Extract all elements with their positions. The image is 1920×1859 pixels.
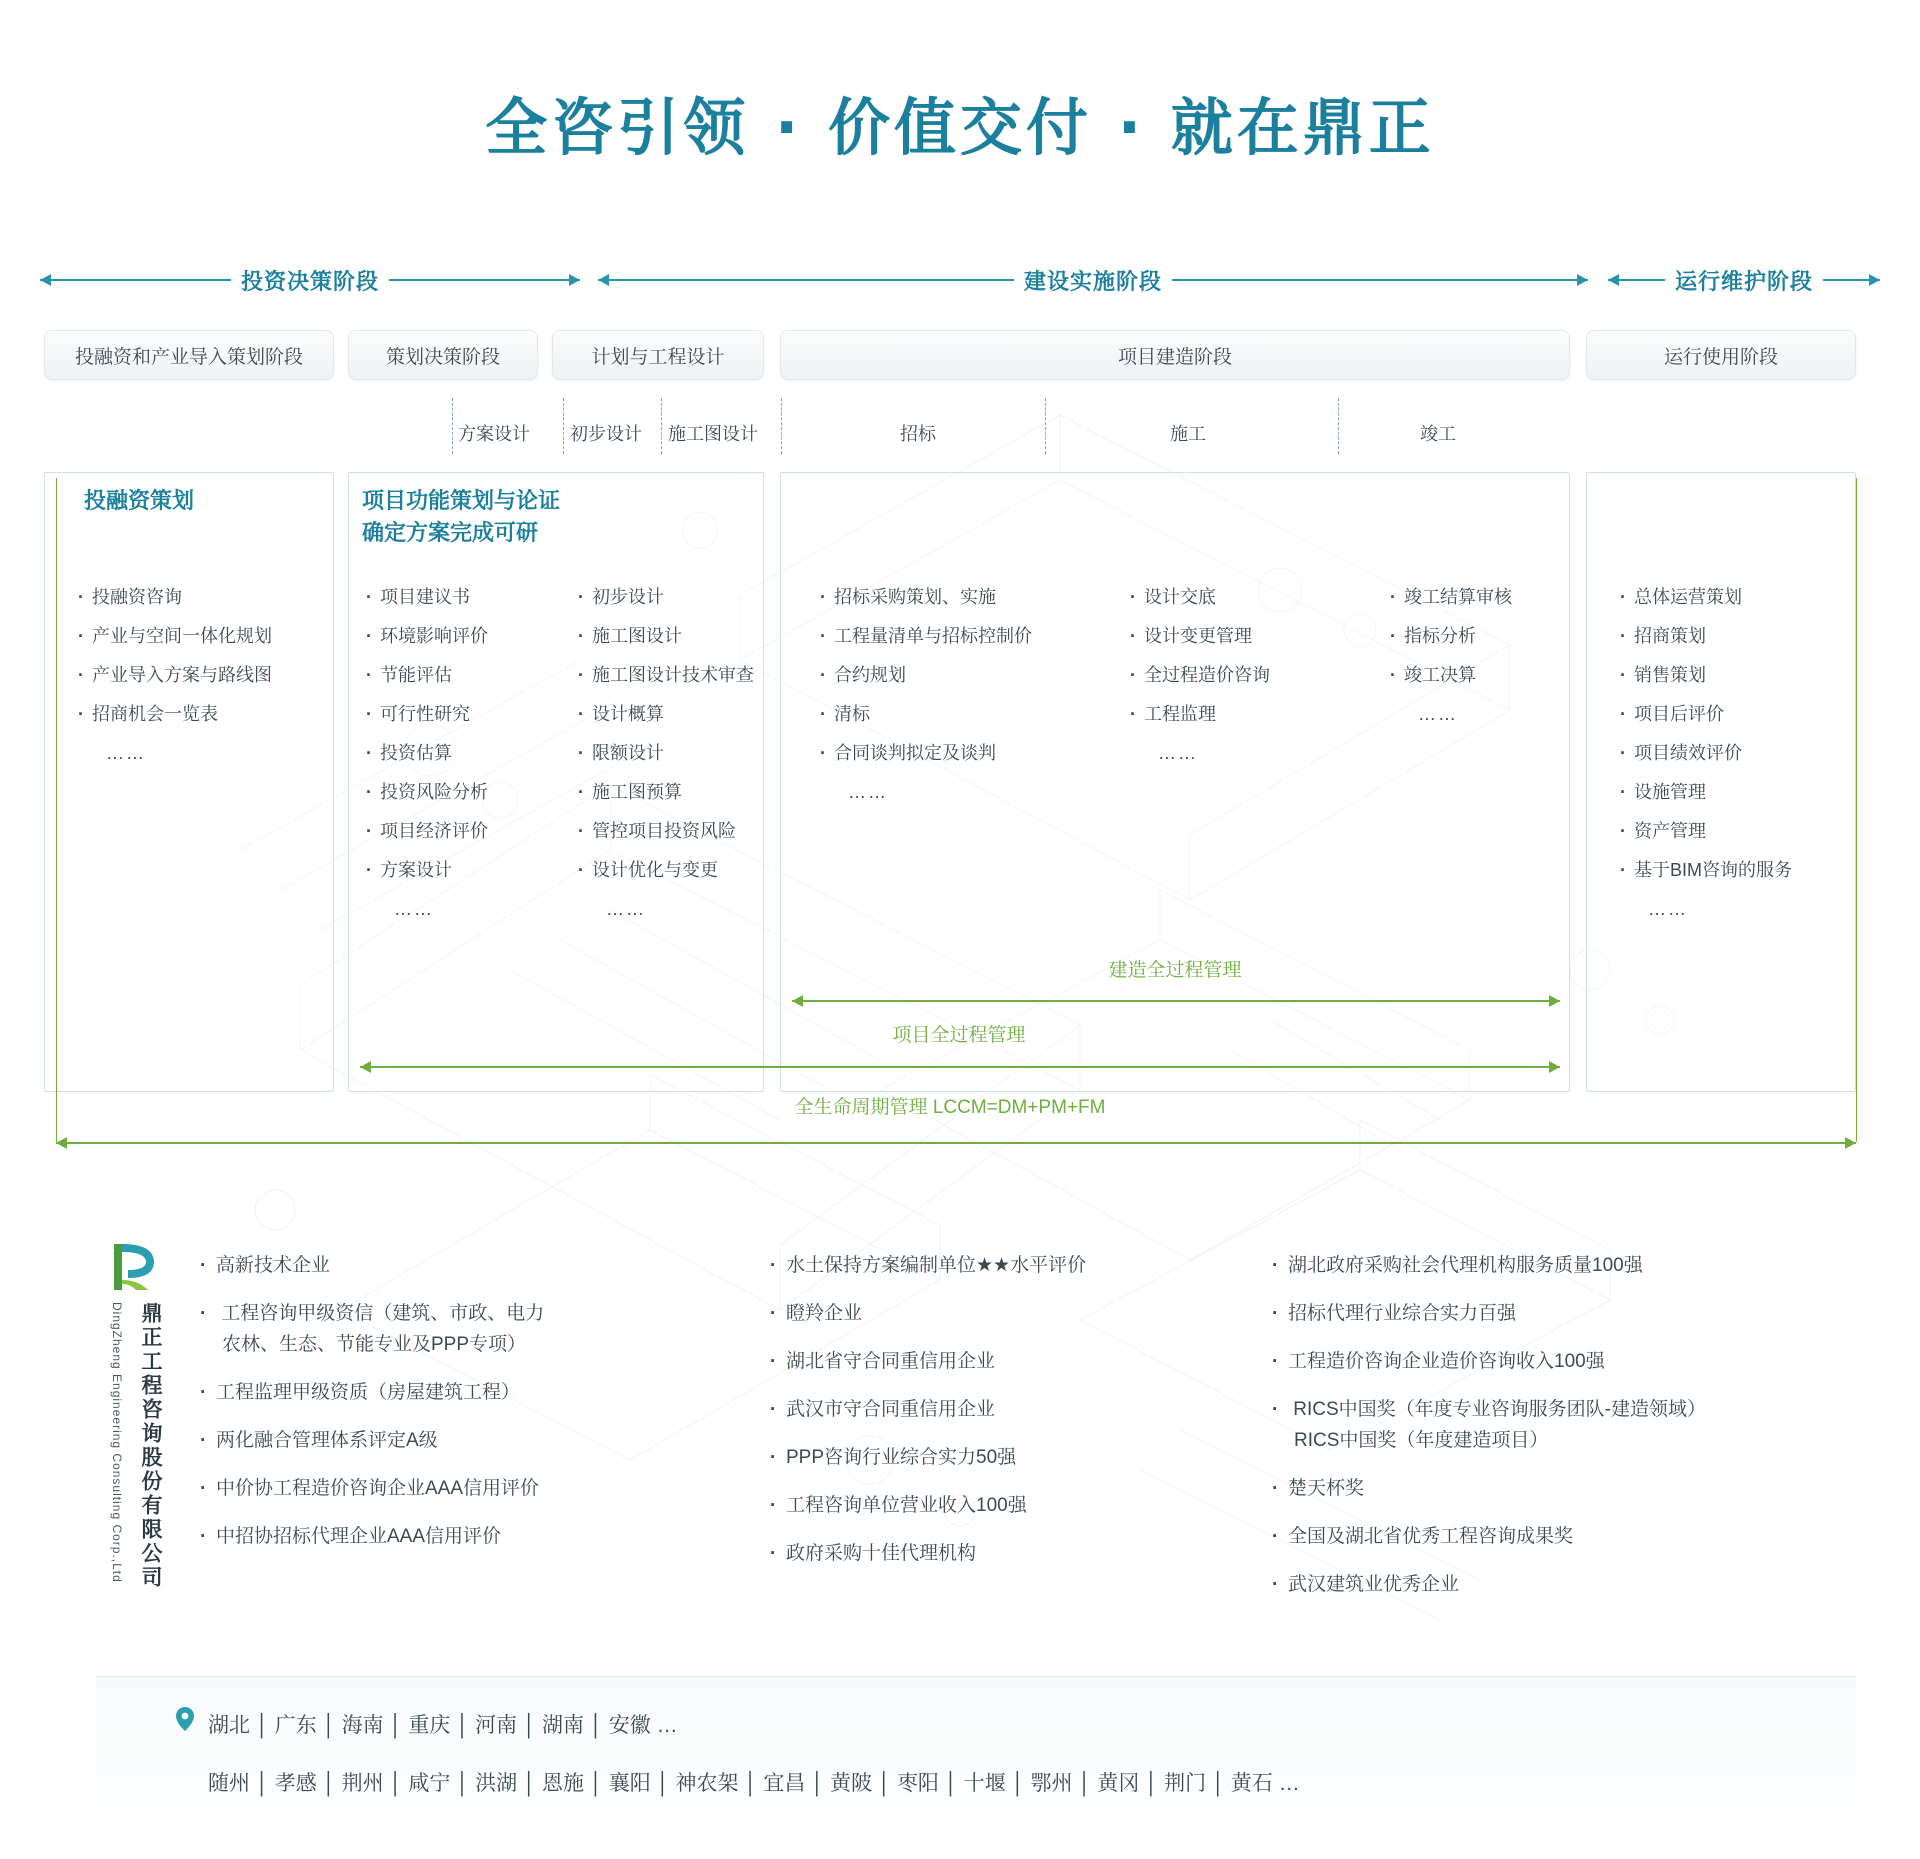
credential-item: [1272, 1250, 1872, 1281]
stage-box-planning[interactable]: [348, 330, 538, 380]
list-item: [366, 656, 546, 695]
phase-label: 建设实施阶段: [1024, 269, 1163, 295]
list-item: [820, 656, 1080, 695]
credential-text: 湖北省守合同重信用企业: [786, 1351, 996, 1372]
list-item: [1390, 656, 1590, 695]
list-item-label: 总体运营策划: [1634, 587, 1742, 607]
list-item: [366, 851, 546, 890]
list-item: [366, 695, 546, 734]
column-title-line1: 项目功能策划与论证: [362, 489, 561, 514]
credential-item: [770, 1346, 1160, 1377]
list-item-label: 限额设计: [592, 743, 664, 763]
list-item-label: 投资估算: [380, 743, 452, 763]
list-item-label: 全过程造价咨询: [1144, 665, 1270, 685]
list-item-label: 初步设计: [592, 587, 664, 607]
list-item: [578, 734, 778, 773]
band-arrow-project-management: [360, 1066, 1560, 1068]
list-item: [820, 578, 1080, 617]
list-item: [820, 734, 1080, 773]
list-item-label: 产业导入方案与路线图: [92, 665, 272, 685]
list-item-label: 基于BIM咨询的服务: [1634, 860, 1793, 880]
list-item: [366, 617, 546, 656]
logo-mark-icon: [106, 1240, 158, 1294]
list-item-label: 竣工决算: [1404, 665, 1476, 685]
list-item: [820, 617, 1080, 656]
list-item: [78, 695, 328, 734]
ellipsis: ……: [1158, 743, 1198, 763]
credential-item: [770, 1298, 1160, 1329]
phase-label: 投资决策阶段: [241, 269, 380, 295]
list-item-label: 招标采购策划、实施: [834, 587, 996, 607]
list-item: [578, 695, 778, 734]
substage-scheme-design: [458, 420, 530, 446]
company-logo: [96, 1240, 186, 1600]
list-item-label: 设计优化与变更: [592, 860, 718, 880]
credential-text: 武汉市守合同重信用企业: [786, 1399, 996, 1420]
credential-text: RICS中国奖（年度专业咨询服务团队-建造领域）: [1293, 1399, 1707, 1420]
list-item-label: 招商策划: [1634, 626, 1706, 646]
list-item-label: 工程量清单与招标控制价: [834, 626, 1032, 646]
list-item-label: 项目后评价: [1634, 704, 1724, 724]
list-item: [1130, 617, 1340, 656]
credential-text: 高新技术企业: [216, 1255, 331, 1276]
list-item-label: 指标分析: [1404, 626, 1476, 646]
stage-box-design[interactable]: [552, 330, 764, 380]
column-title-line2: 确定方案完成可研: [362, 521, 539, 546]
list-item-label: 项目绩效评价: [1634, 743, 1742, 763]
dashed-connector: [1338, 398, 1339, 454]
list-item-label: 可行性研究: [380, 704, 470, 724]
list-item: [78, 656, 328, 695]
list-item: [1620, 578, 1860, 617]
list-item-label: 合约规划: [834, 665, 906, 685]
footer-cities-text: 随州 │ 孝感 │ 荆州 │ 咸宁 │ 洪湖 │ 恩施 │ 襄阳 │ 神农架 │ 宜昌 │ 黄陂 │ 枣阳 │ 十堰 │ 鄂州 │ 黄冈 │ 荆门 │ 黄石 …: [208, 1772, 1300, 1795]
substage-construction: [1170, 420, 1206, 446]
list-item: [578, 617, 778, 656]
credential-text: 两化融合管理体系评定A级: [216, 1430, 438, 1451]
credential-text: 工程咨询单位营业收入100强: [786, 1495, 1027, 1516]
band-label-project-management: [348, 1020, 1570, 1047]
credential-text: 招标代理行业综合实力百强: [1288, 1303, 1517, 1324]
bullet-list-financing: [78, 578, 328, 773]
list-item: [78, 578, 328, 617]
list-item: [1390, 578, 1590, 617]
bullet-list-planning-b: [578, 578, 778, 929]
credentials-column-2: [770, 1250, 1160, 1586]
credential-item: [200, 1377, 620, 1408]
list-item: [578, 578, 778, 617]
credential-text: 工程监理甲级资质（房屋建筑工程）: [216, 1382, 521, 1403]
list-item: [578, 656, 778, 695]
credential-text: 全国及湖北省优秀工程咨询成果奖: [1288, 1526, 1574, 1547]
substage-label: 方案设计: [458, 424, 530, 444]
credential-item: [770, 1538, 1160, 1569]
substage-label: 初步设计: [570, 424, 642, 444]
list-item-label: 招商机会一览表: [92, 704, 218, 724]
stage-box-operation[interactable]: [1586, 330, 1856, 380]
credential-subtext: 农林、生态、节能专业及PPP专项）: [222, 1334, 527, 1355]
substage-preliminary: [570, 420, 642, 446]
list-item-label: 管控项目投资风险: [592, 821, 736, 841]
substage-construction-dwg: [668, 420, 758, 446]
list-item: [1130, 695, 1340, 734]
logo-company-name-en: DingZheng Engineering Consulting Corp.,Ltd: [110, 1302, 124, 1583]
list-item-label: 合同谈判拟定及谈判: [834, 743, 996, 763]
list-item: [366, 578, 546, 617]
dashed-connector: [563, 398, 564, 454]
list-item-label: 设计交底: [1144, 587, 1216, 607]
band-label-lifecycle: [44, 1092, 1856, 1119]
list-item: [78, 617, 328, 656]
footer-provinces-text: 湖北 │ 广东 │ 海南 │ 重庆 │ 河南 │ 湖南 │ 安徽 …: [208, 1714, 678, 1737]
list-item-label: 项目经济评价: [380, 821, 488, 841]
stage-label: 策划决策阶段: [385, 346, 500, 368]
substage-label: 施工图设计: [668, 424, 758, 444]
phase-label: 运行维护阶段: [1675, 269, 1814, 295]
stage-label: 项目建造阶段: [1117, 346, 1232, 368]
ellipsis: ……: [106, 743, 146, 763]
ellipsis: ……: [1418, 704, 1458, 724]
credential-item: [200, 1425, 620, 1456]
list-item: [1130, 578, 1340, 617]
list-item-label: 投融资咨询: [92, 587, 182, 607]
bullet-list-construction: [1130, 578, 1340, 773]
list-item: [578, 851, 778, 890]
list-item: [1620, 773, 1860, 812]
dashed-connector: [781, 398, 782, 454]
arrow-line-right: [1823, 279, 1880, 281]
phase-arrow-row: [40, 262, 1880, 298]
list-item: [366, 812, 546, 851]
list-item-label: 销售策划: [1634, 665, 1706, 685]
list-item-label: 设施管理: [1634, 782, 1706, 802]
column-title-financing: [84, 486, 194, 518]
lifecycle-rail-left: [56, 478, 57, 1142]
list-item-label: 投资风险分析: [380, 782, 488, 802]
phase-operation: [1608, 262, 1880, 298]
list-item: [1620, 617, 1860, 656]
list-item: [1390, 617, 1590, 656]
list-item-label: 施工图设计技术审查: [592, 665, 754, 685]
list-item: [1620, 851, 1860, 890]
arrow-line-right: [389, 279, 580, 281]
list-item: [1620, 812, 1860, 851]
credential-item: [1272, 1298, 1872, 1329]
column-title-planning: [362, 486, 560, 550]
ellipsis: ……: [1648, 899, 1688, 919]
ellipsis: ……: [606, 899, 646, 919]
credential-item: [200, 1298, 620, 1360]
credential-item: [770, 1490, 1160, 1521]
arrow-line-right: [1172, 279, 1588, 281]
list-item: [1620, 695, 1860, 734]
list-item: [1620, 734, 1860, 773]
list-item-label: 资产管理: [1634, 821, 1706, 841]
list-item: [366, 773, 546, 812]
column-title-text: 投融资策划: [84, 489, 195, 514]
page-title: 全咨引领 · 价值交付 · 就在鼎正: [485, 91, 1435, 164]
footer-bar: [96, 1676, 1856, 1846]
ellipsis: ……: [394, 899, 434, 919]
credential-item: [1272, 1569, 1872, 1600]
list-item-label: 节能评估: [380, 665, 452, 685]
credential-item: [200, 1473, 620, 1504]
arrow-line-left: [598, 279, 1014, 281]
credential-text: 政府采购十佳代理机构: [786, 1543, 977, 1564]
list-item-label: 工程监理: [1144, 704, 1216, 724]
bullet-list-operation: [1620, 578, 1860, 929]
list-item: [1130, 656, 1340, 695]
list-item: [366, 734, 546, 773]
credential-text: 工程咨询甲级资信（建筑、市政、电力: [221, 1303, 545, 1324]
credential-item: [1272, 1473, 1872, 1504]
list-item-label: 设计变更管理: [1144, 626, 1252, 646]
list-item-label: 设计概算: [592, 704, 664, 724]
list-item-label: 竣工结算审核: [1404, 587, 1512, 607]
dashed-connector: [1045, 398, 1046, 454]
credential-text: 中招协招标代理企业AAA信用评价: [216, 1526, 502, 1547]
stage-box-build[interactable]: [780, 330, 1570, 380]
footer-provinces: [208, 1709, 678, 1739]
stage-label: 计划与工程设计: [591, 346, 725, 368]
credential-item: [1272, 1346, 1872, 1377]
arrow-line-left: [40, 279, 231, 281]
column-frame-financing: [44, 472, 334, 1092]
logo-company-name-cn: 鼎正工程咨询股份有限公司: [139, 1302, 163, 1590]
list-item-label: 清标: [834, 704, 870, 724]
credential-item: [1272, 1521, 1872, 1552]
credential-text: 工程造价咨询企业造价咨询收入100强: [1288, 1351, 1605, 1372]
dashed-connector: [661, 398, 662, 454]
stage-label: 运行使用阶段: [1663, 346, 1778, 368]
phase-investment: [40, 262, 580, 298]
stage-box-financing[interactable]: [44, 330, 334, 380]
credential-text: PPP咨询行业综合实力50强: [786, 1447, 1017, 1468]
credential-text: 楚天杯奖: [1288, 1478, 1365, 1499]
credential-item: [770, 1442, 1160, 1473]
list-item-label: 施工图预算: [592, 782, 682, 802]
list-item: [578, 773, 778, 812]
credential-item: [200, 1521, 620, 1552]
credentials-column-1: [200, 1250, 620, 1569]
location-pin-icon: [176, 1707, 194, 1731]
bullet-list-tender: [820, 578, 1080, 812]
list-item-label: 方案设计: [380, 860, 452, 880]
substage-label: 施工: [1170, 424, 1206, 444]
list-item-label: 项目建议书: [380, 587, 470, 607]
band-label-build-management: [780, 955, 1570, 982]
list-item: [578, 812, 778, 851]
credential-text: 武汉建筑业优秀企业: [1288, 1574, 1460, 1595]
credential-item: [770, 1250, 1160, 1281]
list-item-label: 施工图设计: [592, 626, 682, 646]
list-item-label: 产业与空间一体化规划: [92, 626, 272, 646]
credential-item: [200, 1250, 620, 1281]
substage-tender: [900, 420, 936, 446]
credential-item: [1272, 1394, 1872, 1456]
lifecycle-rail-right: [1856, 478, 1857, 1142]
credential-subtext: RICS中国奖（年度建造项目）: [1294, 1430, 1549, 1451]
credential-text: 水土保持方案编制单位★★水平评价: [786, 1255, 1087, 1276]
list-item: [820, 695, 1080, 734]
arrow-line-left: [1608, 279, 1665, 281]
bullet-list-completion: [1390, 578, 1590, 734]
phase-construction: [598, 262, 1588, 298]
credential-text: 湖北政府采购社会代理机构服务质量100强: [1288, 1255, 1643, 1276]
ellipsis: ……: [848, 782, 888, 802]
substage-label: 竣工: [1420, 424, 1456, 444]
credential-text: 中价协工程造价咨询企业AAA信用评价: [216, 1478, 540, 1499]
band-arrow-lifecycle: [56, 1142, 1856, 1144]
footer-cities: [208, 1767, 1300, 1797]
substage-label: 招标: [900, 424, 936, 444]
band-label-text: 建造全过程管理: [1108, 960, 1242, 981]
credential-text: 瞪羚企业: [786, 1303, 863, 1324]
substage-completion: [1420, 420, 1456, 446]
band-arrow-build-management: [792, 1000, 1560, 1002]
bullet-list-planning-a: [366, 578, 546, 929]
band-label-text: 项目全过程管理: [892, 1025, 1026, 1046]
credential-item: [770, 1394, 1160, 1425]
list-item: [1620, 656, 1860, 695]
list-item-label: 环境影响评价: [380, 626, 488, 646]
dashed-connector: [452, 398, 453, 454]
stage-label: 投融资和产业导入策划阶段: [74, 346, 303, 368]
credentials-column-3: [1272, 1250, 1872, 1617]
band-label-text: 全生命周期管理 LCCM=DM+PM+FM: [794, 1097, 1106, 1118]
